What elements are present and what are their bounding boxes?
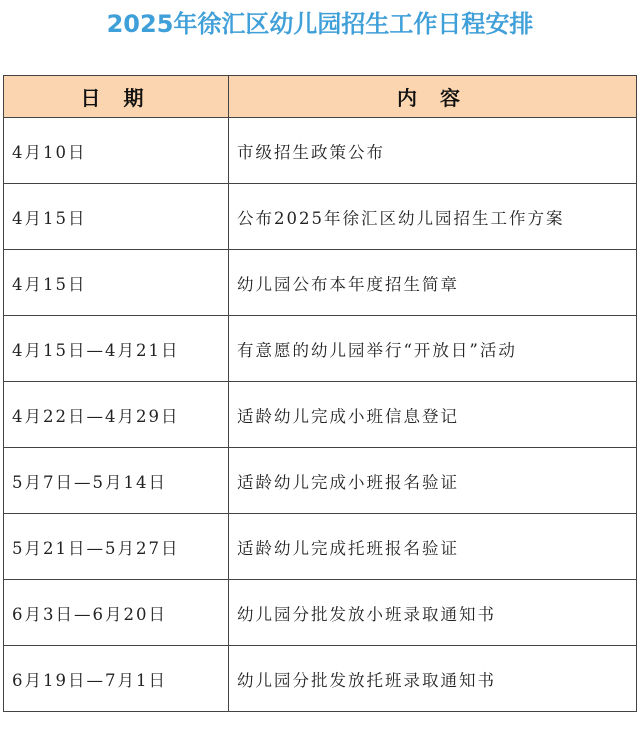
table-row xyxy=(4,250,637,316)
cell-date: 4月15日 xyxy=(4,250,229,316)
table-row xyxy=(4,382,637,448)
cell-date: 5月21日—5月27日 xyxy=(4,514,229,580)
cell-date: 6月19日—7月1日 xyxy=(4,646,229,712)
table-row xyxy=(4,118,637,184)
cell-date: 4月10日 xyxy=(4,118,229,184)
table-row xyxy=(4,448,637,514)
cell-content: 适龄幼儿完成小班信息登记 xyxy=(229,382,637,448)
cell-date: 5月7日—5月14日 xyxy=(4,448,229,514)
table-row xyxy=(4,184,637,250)
page-title: 2025年徐汇区幼儿园招生工作日程安排 xyxy=(106,10,534,38)
cell-content: 幼儿园公布本年度招生简章 xyxy=(229,250,637,316)
cell-content: 幼儿园分批发放小班录取通知书 xyxy=(229,580,637,646)
header-date: 日 期 xyxy=(4,76,229,118)
schedule-table xyxy=(3,75,637,712)
cell-content: 公布2025年徐汇区幼儿园招生工作方案 xyxy=(229,184,637,250)
cell-content: 适龄幼儿完成托班报名验证 xyxy=(229,514,637,580)
cell-content: 适龄幼儿完成小班报名验证 xyxy=(229,448,637,514)
header-content: 内 容 xyxy=(229,76,637,118)
cell-content: 幼儿园分批发放托班录取通知书 xyxy=(229,646,637,712)
table-row xyxy=(4,514,637,580)
table-row xyxy=(4,316,637,382)
cell-date: 4月22日—4月29日 xyxy=(4,382,229,448)
cell-date: 4月15日 xyxy=(4,184,229,250)
cell-date: 6月3日—6月20日 xyxy=(4,580,229,646)
cell-date: 4月15日—4月21日 xyxy=(4,316,229,382)
cell-content: 市级招生政策公布 xyxy=(229,118,637,184)
table-row xyxy=(4,580,637,646)
cell-content: 有意愿的幼儿园举行“开放日”活动 xyxy=(229,316,637,382)
table-row xyxy=(4,646,637,712)
table-header-row xyxy=(4,76,637,118)
